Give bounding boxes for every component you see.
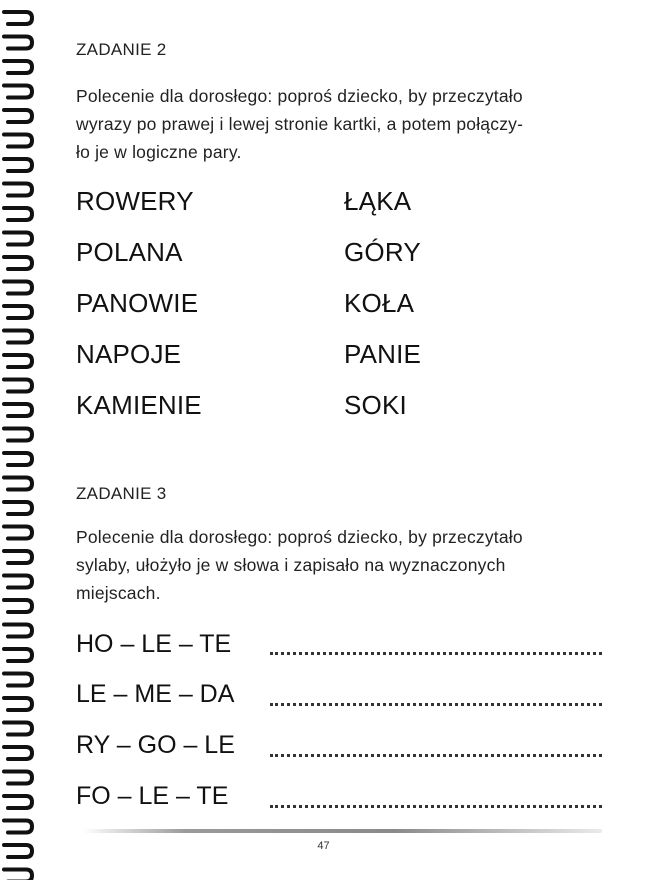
answer-dotted-line[interactable]	[270, 751, 602, 757]
left-word: POLANA	[76, 237, 183, 267]
syllable-group: LE – ME – DA	[76, 680, 235, 708]
task3-heading: ZADANIE 3	[76, 484, 167, 503]
task3-instruction	[76, 523, 604, 607]
right-word: PANIE	[344, 339, 422, 369]
task3-instruction-line: miejscach.	[76, 583, 161, 603]
right-word: ŁĄKA	[344, 186, 412, 216]
syllable-group: FO – LE – TE	[76, 782, 229, 810]
task3-instruction-line: Polecenie dla dorosłego: poproś dziecko, by przeczytało	[76, 527, 523, 547]
task2-instruction-line: wyrazy po prawej i lewej stronie kartki, a potem połączy-	[76, 114, 524, 134]
task2-heading: ZADANIE 2	[76, 40, 167, 59]
syllable-group: HO – LE – TE	[76, 630, 232, 658]
right-word: GÓRY	[344, 237, 421, 267]
right-word: SOKI	[344, 390, 407, 420]
right-word: KOŁA	[344, 288, 415, 318]
answer-dotted-line[interactable]	[270, 802, 602, 808]
task2-instruction-line: ło je w logiczne pary.	[76, 142, 242, 162]
syllable-group: RY – GO – LE	[76, 731, 235, 759]
page-number: 47	[317, 840, 330, 852]
left-word: PANOWIE	[76, 288, 199, 318]
left-word: NAPOJE	[76, 339, 182, 369]
left-word: ROWERY	[76, 186, 194, 216]
task2-instruction-line: Polecenie dla dorosłego: poproś dziecko, by przeczytało	[76, 86, 523, 106]
task3-instruction-line: sylaby, ułożyło je w słowa i zapisało na wyznaczonych	[76, 555, 506, 575]
task2-instruction	[76, 82, 604, 166]
footer-divider	[82, 829, 602, 833]
left-word: KAMIENIE	[76, 390, 202, 420]
answer-dotted-line[interactable]	[270, 649, 602, 655]
answer-dotted-line[interactable]	[270, 700, 602, 706]
